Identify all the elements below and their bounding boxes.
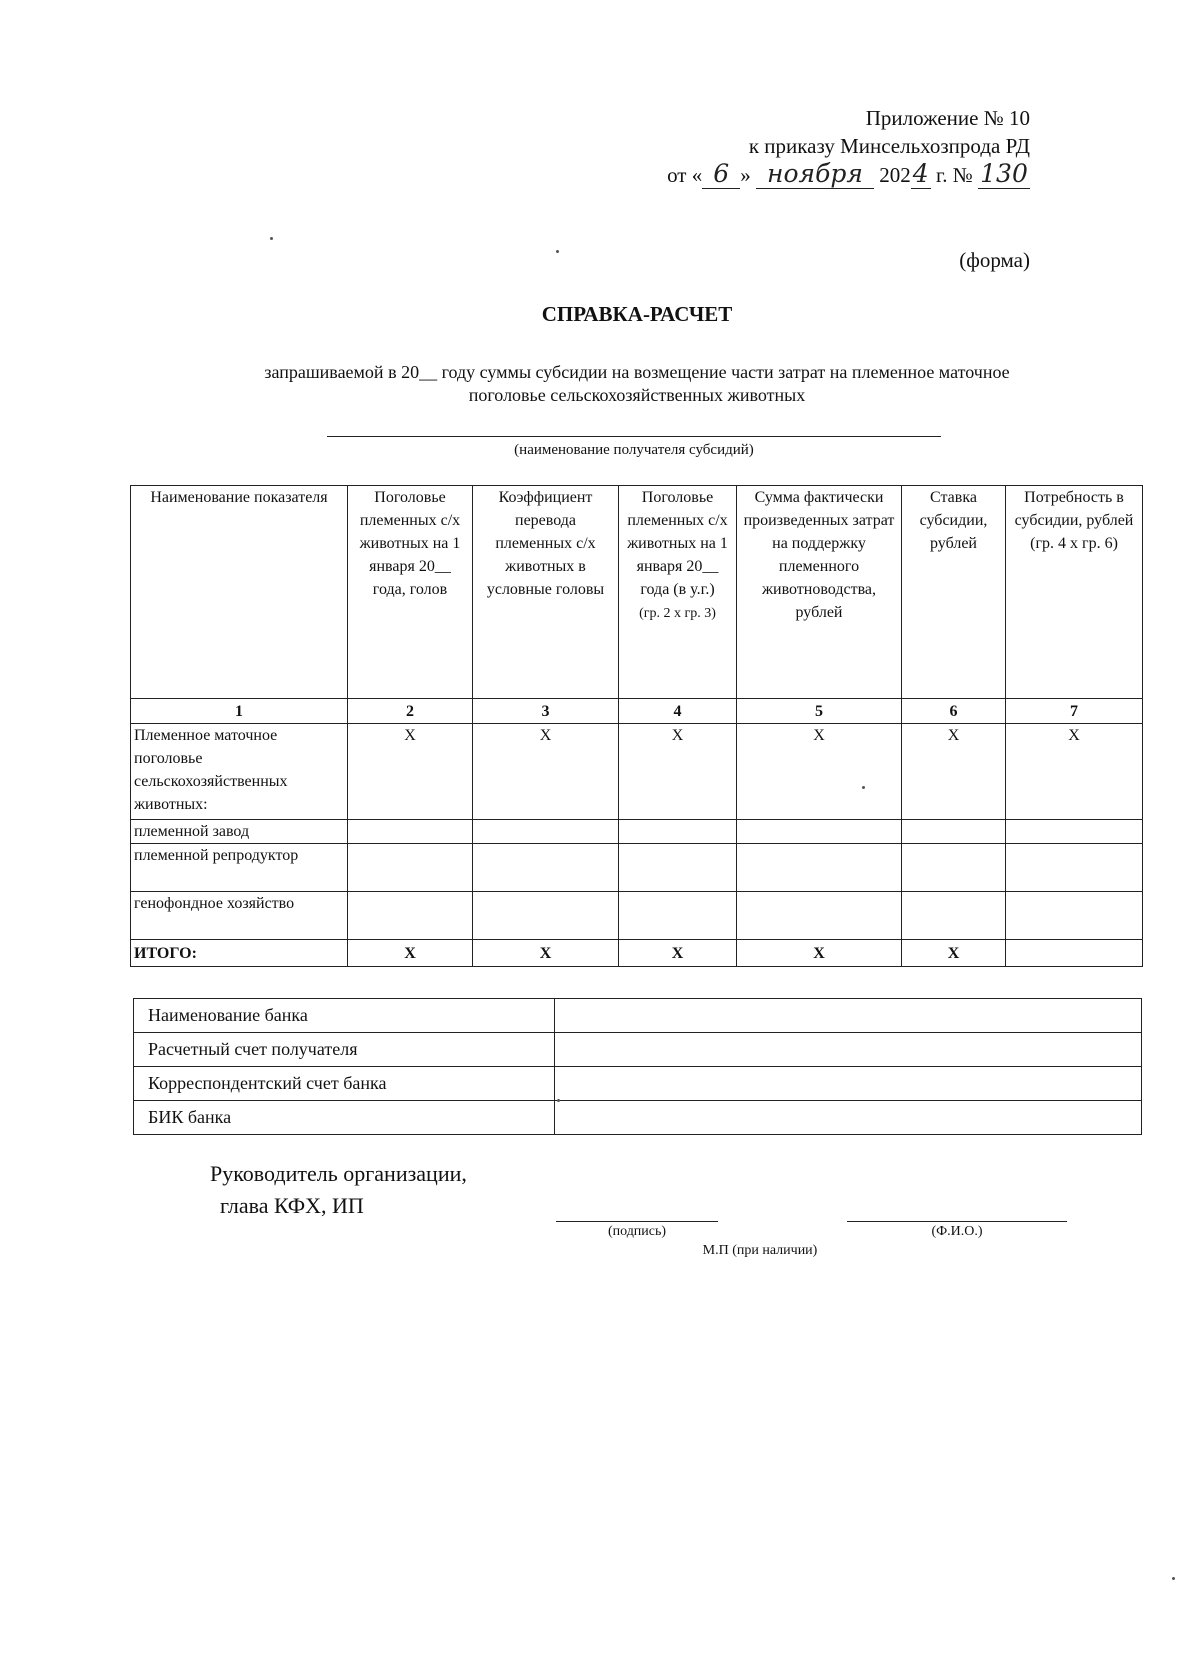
header-note: (гр. 2 х гр. 3) <box>639 606 716 621</box>
recipient-name-line <box>327 436 941 437</box>
head-of-organization: Руководитель организации, глава КФХ, ИП <box>210 1161 467 1218</box>
row-label: племенной завод <box>131 820 348 844</box>
scan-speck <box>862 786 865 789</box>
appendix-number: Приложение № 10 <box>865 106 1030 130</box>
document-title: СПРАВКА-РАСЧЕТ <box>541 302 733 326</box>
appendix-order: к приказу Минсельхозпрода РД <box>748 134 1030 158</box>
scan-speck <box>556 250 559 253</box>
table-row <box>131 844 1143 892</box>
header-cell: Ставка субсидии, рублей <box>902 486 1006 699</box>
full-name-caption: (Ф.И.О.) <box>931 1224 983 1239</box>
header-cell: Коэффициент перевода племенных с/х животных в условные головы <box>473 486 619 699</box>
date-day: 6 <box>702 160 740 189</box>
scan-speck <box>270 237 273 240</box>
subsidy-calculation-table <box>130 485 1143 967</box>
header-cell: Поголовье племенных с/х животных на 1 января 20__ года, голов <box>348 486 473 699</box>
table-row <box>131 820 1143 844</box>
bank-row-value[interactable] <box>555 1067 1142 1101</box>
bank-row <box>134 1101 1142 1135</box>
scan-speck <box>557 1099 560 1102</box>
bank-row <box>134 999 1142 1033</box>
date-month: ноября <box>756 160 874 189</box>
scan-speck <box>1172 1577 1175 1580</box>
bank-row-label: БИК банка <box>134 1101 555 1135</box>
bank-row <box>134 1067 1142 1101</box>
bank-row <box>134 1033 1142 1067</box>
recipient-caption: (наименование получателя субсидий) <box>514 442 754 458</box>
signature-line[interactable] <box>556 1221 718 1222</box>
table-row: Племенное маточное поголовье сельскохозяйственных животных: X X X X X X <box>131 724 1143 820</box>
header-cell: Сумма фактически произведенных затрат на поддержку племенного животноводства, рублей <box>737 486 902 699</box>
stamp-caption: М.П (при наличии) <box>702 1243 818 1258</box>
appendix-date: от « 6 » ноября 2024 г. № 130 <box>667 160 1030 189</box>
bank-details-table <box>133 998 1142 1135</box>
header-cell: Наименование показателя <box>131 486 348 699</box>
table-row <box>131 892 1143 940</box>
signature-caption: (подпись) <box>607 1224 667 1239</box>
order-number: 130 <box>978 160 1030 189</box>
bank-row-value[interactable] <box>555 999 1142 1033</box>
row-label: Племенное маточное поголовье сельскохозяйственных животных: <box>131 724 348 820</box>
header-cell: Поголовье племенных с/х животных на 1 января 20__ года (в у.г.) (гр. 2 х гр. 3) <box>619 486 737 699</box>
appendix-block <box>667 104 1030 189</box>
header-cell: Потребность в субсидии, рублей (гр. 4 х гр. 6) <box>1006 486 1143 699</box>
bank-row-label: Корреспондентский счет банка <box>134 1067 555 1101</box>
total-label: ИТОГО: <box>131 940 348 967</box>
row-label: племенной репродуктор <box>131 844 348 892</box>
column-number-row: 1 2 3 4 5 6 7 <box>131 699 1143 724</box>
bank-row-value[interactable] <box>555 1033 1142 1067</box>
bank-row-label: Наименование банка <box>134 999 555 1033</box>
document-subtitle: запрашиваемой в 20__ году суммы субсидии на возмещение части затрат на племенное маточное поголовье сельскохозяйственных животных <box>264 362 1010 405</box>
date-year-digit: 4 <box>911 160 931 189</box>
total-row: ИТОГО: X X X X X <box>131 940 1143 967</box>
table-header-row <box>131 486 1143 699</box>
row-label: генофондное хозяйство <box>131 892 348 940</box>
bank-row-label: Расчетный счет получателя <box>134 1033 555 1067</box>
form-label: (форма) <box>959 248 1030 272</box>
full-name-line[interactable] <box>847 1221 1067 1222</box>
bank-row-value[interactable] <box>555 1101 1142 1135</box>
